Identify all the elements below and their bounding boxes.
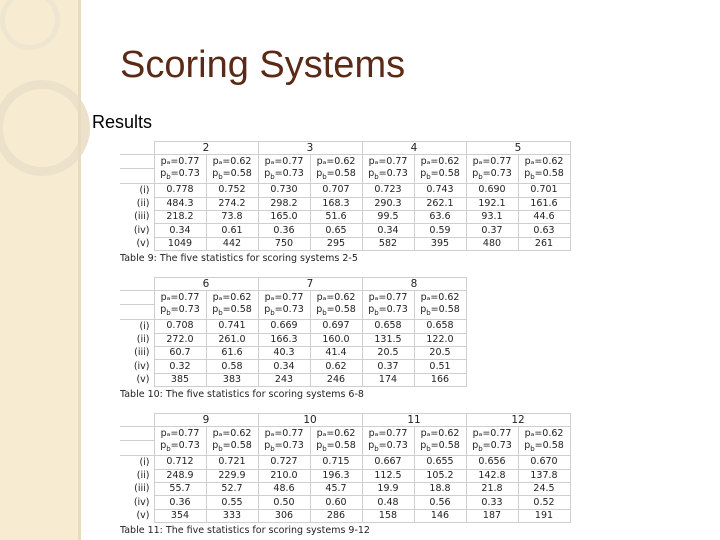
table-cell: 40.3 — [258, 346, 310, 359]
table-cell: 0.48 — [362, 496, 414, 509]
param-header — [414, 440, 466, 455]
table-10-container — [120, 277, 467, 400]
param-header — [310, 427, 362, 440]
table-cell: 1049 — [154, 237, 206, 250]
table-cell: 160.0 — [310, 333, 362, 346]
header-text: $p_b=0.73$ — [160, 168, 200, 182]
row-label: (ii) — [120, 333, 154, 346]
subscript: b — [270, 445, 275, 454]
system-number: 4 — [362, 142, 466, 155]
param-header — [258, 155, 310, 168]
table-cell: 395 — [414, 237, 466, 250]
row-label: (i) — [120, 456, 154, 469]
header-text: $p_b=0.58$ — [316, 304, 356, 318]
param-header — [154, 291, 206, 304]
table-cell: 18.8 — [414, 482, 466, 495]
header-text: $p_b=0.73$ — [472, 440, 512, 454]
table-row — [120, 509, 570, 522]
table-row — [120, 237, 570, 250]
table-cell: 158 — [362, 509, 414, 522]
param-header — [466, 427, 518, 440]
subscript: b — [270, 309, 275, 318]
row-label: (v) — [120, 373, 154, 386]
table-cell: 484.3 — [154, 197, 206, 210]
header-text: pₐ=0.62 — [212, 427, 252, 439]
decorative-ring-small — [0, 0, 60, 50]
param-header — [154, 427, 206, 440]
table-cell: 0.37 — [466, 224, 518, 237]
header-text: pₐ=0.62 — [212, 291, 252, 303]
table-cell: 0.697 — [310, 320, 362, 333]
table-cell: 261 — [518, 237, 570, 250]
table-cell: 0.721 — [206, 456, 258, 469]
row-label: (iii) — [120, 210, 154, 223]
table-cell: 137.8 — [518, 469, 570, 482]
subscript: b — [374, 173, 379, 182]
header-text: $p_b=0.58$ — [316, 440, 356, 454]
table-cell: 52.7 — [206, 482, 258, 495]
table-cell: 0.51 — [414, 360, 466, 373]
param-header — [362, 427, 414, 440]
table-cell: 354 — [154, 509, 206, 522]
param-header — [518, 427, 570, 440]
table-cell: 262.1 — [414, 197, 466, 210]
table-cell: 45.7 — [310, 482, 362, 495]
header-text: $p_b=0.73$ — [160, 440, 200, 454]
system-number: 12 — [466, 414, 570, 427]
table-cell: 442 — [206, 237, 258, 250]
table-cell: 750 — [258, 237, 310, 250]
table-cell: 0.712 — [154, 456, 206, 469]
table-cell: 41.4 — [310, 346, 362, 359]
table-cell: 51.6 — [310, 210, 362, 223]
slide-subtitle: Results — [92, 112, 153, 132]
table-cell: 290.3 — [362, 197, 414, 210]
system-number: 2 — [154, 142, 258, 155]
system-number: 11 — [362, 414, 466, 427]
header-text: $p_b=0.73$ — [264, 440, 304, 454]
table-row — [120, 373, 466, 386]
row-label: (iv) — [120, 496, 154, 509]
decorative-ring — [0, 80, 90, 176]
table-cell: 229.9 — [206, 469, 258, 482]
table-row — [120, 210, 570, 223]
system-number: 5 — [466, 142, 570, 155]
row-label: (ii) — [120, 197, 154, 210]
subscript: b — [322, 309, 327, 318]
param-header — [310, 440, 362, 455]
stats-table — [120, 277, 467, 387]
system-number: 6 — [154, 278, 258, 291]
header-text: pₐ=0.62 — [524, 427, 564, 439]
subscript: b — [322, 173, 327, 182]
table-cell: 0.34 — [154, 224, 206, 237]
table-cell: 0.741 — [206, 320, 258, 333]
row-label: (iii) — [120, 346, 154, 359]
table-cell: 0.61 — [206, 224, 258, 237]
table-cell: 20.5 — [414, 346, 466, 359]
subscript: b — [218, 445, 223, 454]
subscript: b — [166, 173, 171, 182]
table-cell: 63.6 — [414, 210, 466, 223]
table-row — [120, 482, 570, 495]
param-header — [362, 168, 414, 183]
table-cell: 333 — [206, 509, 258, 522]
header-text: pₐ=0.62 — [420, 291, 460, 303]
table-cell: 48.6 — [258, 482, 310, 495]
table-cell: 0.701 — [518, 184, 570, 197]
row-label: (iii) — [120, 482, 154, 495]
param-header — [154, 155, 206, 168]
param-header — [310, 304, 362, 319]
table-cell: 24.5 — [518, 482, 570, 495]
param-header — [362, 304, 414, 319]
param-header — [258, 168, 310, 183]
table-cell: 210.0 — [258, 469, 310, 482]
system-header-row — [120, 414, 570, 427]
table-cell: 0.778 — [154, 184, 206, 197]
system-number: 9 — [154, 414, 258, 427]
header-text: pₐ=0.62 — [316, 427, 356, 439]
table-cell: 0.708 — [154, 320, 206, 333]
header-text: pₐ=0.62 — [316, 155, 356, 167]
table-cell: 0.56 — [414, 496, 466, 509]
table-cell: 166.3 — [258, 333, 310, 346]
header-text: pₐ=0.77 — [160, 427, 200, 439]
header-text: pₐ=0.77 — [368, 291, 408, 303]
header-text: pₐ=0.77 — [264, 155, 304, 167]
header-text: $p_b=0.73$ — [264, 168, 304, 182]
param-header — [206, 427, 258, 440]
header-text: pₐ=0.62 — [524, 155, 564, 167]
header-text: $p_b=0.58$ — [524, 168, 564, 182]
system-number: 7 — [258, 278, 362, 291]
param-header-row — [120, 155, 570, 168]
header-text: $p_b=0.73$ — [368, 168, 408, 182]
table-cell: 105.2 — [414, 469, 466, 482]
table-cell: 0.715 — [310, 456, 362, 469]
table-cell: 0.62 — [310, 360, 362, 373]
row-label: (iv) — [120, 360, 154, 373]
subscript: b — [374, 445, 379, 454]
table-row — [120, 360, 466, 373]
param-header — [206, 291, 258, 304]
header-text: $p_b=0.58$ — [212, 440, 252, 454]
table-cell: 122.0 — [414, 333, 466, 346]
param-header — [518, 440, 570, 455]
header-text: $p_b=0.58$ — [420, 440, 460, 454]
table-row — [120, 320, 466, 333]
table-cell: 60.7 — [154, 346, 206, 359]
table-cell: 298.2 — [258, 197, 310, 210]
param-header — [154, 168, 206, 183]
table-cell: 0.50 — [258, 496, 310, 509]
table-cell: 480 — [466, 237, 518, 250]
table-cell: 306 — [258, 509, 310, 522]
table-cell: 20.5 — [362, 346, 414, 359]
header-text: $p_b=0.58$ — [212, 304, 252, 318]
table-caption: Table 9: The five statistics for scoring systems 2-5 — [120, 253, 358, 265]
param-header-row — [120, 291, 466, 304]
corner-cell — [120, 168, 154, 183]
subscript: b — [426, 445, 431, 454]
system-header-row — [120, 278, 466, 291]
table-cell: 168.3 — [310, 197, 362, 210]
param-header-row — [120, 304, 466, 319]
table-11-container — [120, 413, 571, 536]
subscript: b — [218, 309, 223, 318]
table-cell: 0.60 — [310, 496, 362, 509]
header-text: $p_b=0.58$ — [420, 304, 460, 318]
header-text: $p_b=0.73$ — [472, 168, 512, 182]
decorative-left-band — [0, 0, 80, 540]
header-text: pₐ=0.77 — [368, 155, 408, 167]
table-cell: 0.33 — [466, 496, 518, 509]
table-cell: 0.34 — [362, 224, 414, 237]
table-cell: 0.743 — [414, 184, 466, 197]
table-cell: 385 — [154, 373, 206, 386]
table-cell: 187 — [466, 509, 518, 522]
param-header — [206, 168, 258, 183]
table-row — [120, 469, 570, 482]
param-header-row — [120, 440, 570, 455]
table-cell: 146 — [414, 509, 466, 522]
header-text: pₐ=0.62 — [212, 155, 252, 167]
table-cell: 0.655 — [414, 456, 466, 469]
table-cell: 142.8 — [466, 469, 518, 482]
table-cell: 131.5 — [362, 333, 414, 346]
param-header — [258, 427, 310, 440]
table-9-container — [120, 141, 571, 264]
subscript: b — [426, 309, 431, 318]
subscript: b — [270, 173, 275, 182]
table-cell: 44.6 — [518, 210, 570, 223]
param-header — [206, 304, 258, 319]
header-text: pₐ=0.77 — [368, 427, 408, 439]
table-cell: 0.669 — [258, 320, 310, 333]
table-cell: 0.36 — [258, 224, 310, 237]
corner-cell — [120, 278, 154, 291]
header-text: $p_b=0.73$ — [368, 304, 408, 318]
param-header — [310, 155, 362, 168]
param-header — [310, 168, 362, 183]
header-text: $p_b=0.73$ — [264, 304, 304, 318]
system-number: 10 — [258, 414, 362, 427]
table-cell: 0.752 — [206, 184, 258, 197]
param-header — [206, 440, 258, 455]
param-header — [414, 427, 466, 440]
table-cell: 0.65 — [310, 224, 362, 237]
param-header — [258, 304, 310, 319]
param-header — [414, 168, 466, 183]
subscript: b — [166, 309, 171, 318]
table-cell: 286 — [310, 509, 362, 522]
table-cell: 0.670 — [518, 456, 570, 469]
table-cell: 21.8 — [466, 482, 518, 495]
table-cell: 61.6 — [206, 346, 258, 359]
corner-cell — [120, 427, 154, 440]
subscript: b — [530, 173, 535, 182]
table-cell: 246 — [310, 373, 362, 386]
table-cell: 248.9 — [154, 469, 206, 482]
subscript: b — [530, 445, 535, 454]
header-text: pₐ=0.77 — [472, 155, 512, 167]
table-cell: 218.2 — [154, 210, 206, 223]
table-cell: 243 — [258, 373, 310, 386]
param-header — [206, 155, 258, 168]
row-label: (i) — [120, 320, 154, 333]
corner-cell — [120, 440, 154, 455]
table-cell: 274.2 — [206, 197, 258, 210]
param-header — [518, 155, 570, 168]
header-text: pₐ=0.62 — [316, 291, 356, 303]
table-cell: 192.1 — [466, 197, 518, 210]
param-header — [362, 291, 414, 304]
corner-cell — [120, 304, 154, 319]
row-label: (v) — [120, 237, 154, 250]
table-cell: 0.55 — [206, 496, 258, 509]
corner-cell — [120, 155, 154, 168]
table-cell: 0.658 — [362, 320, 414, 333]
header-text: pₐ=0.77 — [160, 155, 200, 167]
subscript: b — [374, 309, 379, 318]
table-cell: 73.8 — [206, 210, 258, 223]
subscript: b — [478, 445, 483, 454]
table-cell: 0.730 — [258, 184, 310, 197]
table-row — [120, 346, 466, 359]
table-caption: Table 11: The five statistics for scoring systems 9-12 — [120, 525, 370, 537]
header-text: pₐ=0.62 — [420, 155, 460, 167]
table-cell: 0.63 — [518, 224, 570, 237]
table-cell: 272.0 — [154, 333, 206, 346]
param-header — [466, 440, 518, 455]
table-cell: 0.727 — [258, 456, 310, 469]
table-row — [120, 184, 570, 197]
corner-cell — [120, 291, 154, 304]
table-cell: 55.7 — [154, 482, 206, 495]
table-cell: 174 — [362, 373, 414, 386]
corner-cell — [120, 142, 154, 155]
header-text: $p_b=0.58$ — [316, 168, 356, 182]
system-header-row — [120, 142, 570, 155]
param-header — [154, 304, 206, 319]
left-band-edge — [78, 0, 81, 540]
table-cell: 19.9 — [362, 482, 414, 495]
header-text: $p_b=0.73$ — [160, 304, 200, 318]
table-cell: 0.52 — [518, 496, 570, 509]
table-cell: 0.658 — [414, 320, 466, 333]
table-cell: 93.1 — [466, 210, 518, 223]
header-text: pₐ=0.77 — [160, 291, 200, 303]
table-cell: 0.723 — [362, 184, 414, 197]
stats-table — [120, 413, 571, 523]
header-text: pₐ=0.62 — [420, 427, 460, 439]
param-header — [362, 155, 414, 168]
param-header — [466, 168, 518, 183]
table-cell: 0.656 — [466, 456, 518, 469]
param-header — [414, 304, 466, 319]
table-cell: 582 — [362, 237, 414, 250]
table-cell: 161.6 — [518, 197, 570, 210]
table-cell: 165.0 — [258, 210, 310, 223]
param-header — [414, 155, 466, 168]
table-cell: 0.690 — [466, 184, 518, 197]
param-header — [258, 440, 310, 455]
table-cell: 383 — [206, 373, 258, 386]
table-cell: 0.707 — [310, 184, 362, 197]
row-label: (i) — [120, 184, 154, 197]
table-cell: 0.58 — [206, 360, 258, 373]
param-header — [518, 168, 570, 183]
subscript: b — [426, 173, 431, 182]
row-label: (ii) — [120, 469, 154, 482]
param-header — [154, 440, 206, 455]
table-cell: 261.0 — [206, 333, 258, 346]
param-header — [414, 291, 466, 304]
param-header — [258, 291, 310, 304]
param-header-row — [120, 427, 570, 440]
table-row — [120, 224, 570, 237]
table-cell: 0.667 — [362, 456, 414, 469]
table-cell: 0.37 — [362, 360, 414, 373]
subscript: b — [166, 445, 171, 454]
header-text: $p_b=0.58$ — [212, 168, 252, 182]
subscript: b — [478, 173, 483, 182]
table-cell: 166 — [414, 373, 466, 386]
system-number: 8 — [362, 278, 466, 291]
table-cell: 0.36 — [154, 496, 206, 509]
table-caption: Table 10: The five statistics for scoring systems 6-8 — [120, 389, 364, 401]
param-header — [310, 291, 362, 304]
header-text: $p_b=0.58$ — [420, 168, 460, 182]
table-cell: 0.32 — [154, 360, 206, 373]
row-label: (v) — [120, 509, 154, 522]
table-row — [120, 333, 466, 346]
table-cell: 99.5 — [362, 210, 414, 223]
stats-table — [120, 141, 571, 251]
table-row — [120, 197, 570, 210]
table-cell: 295 — [310, 237, 362, 250]
header-text: pₐ=0.77 — [264, 291, 304, 303]
system-number: 3 — [258, 142, 362, 155]
table-cell: 0.59 — [414, 224, 466, 237]
table-row — [120, 496, 570, 509]
param-header — [466, 155, 518, 168]
corner-cell — [120, 414, 154, 427]
table-row — [120, 456, 570, 469]
table-cell: 191 — [518, 509, 570, 522]
table-cell: 196.3 — [310, 469, 362, 482]
subscript: b — [322, 445, 327, 454]
param-header — [362, 440, 414, 455]
slide-title: Scoring Systems — [120, 44, 406, 86]
subscript: b — [218, 173, 223, 182]
header-text: pₐ=0.77 — [264, 427, 304, 439]
table-cell: 112.5 — [362, 469, 414, 482]
table-cell: 0.34 — [258, 360, 310, 373]
header-text: $p_b=0.73$ — [368, 440, 408, 454]
header-text: $p_b=0.58$ — [524, 440, 564, 454]
header-text: pₐ=0.77 — [472, 427, 512, 439]
param-header-row — [120, 168, 570, 183]
row-label: (iv) — [120, 224, 154, 237]
